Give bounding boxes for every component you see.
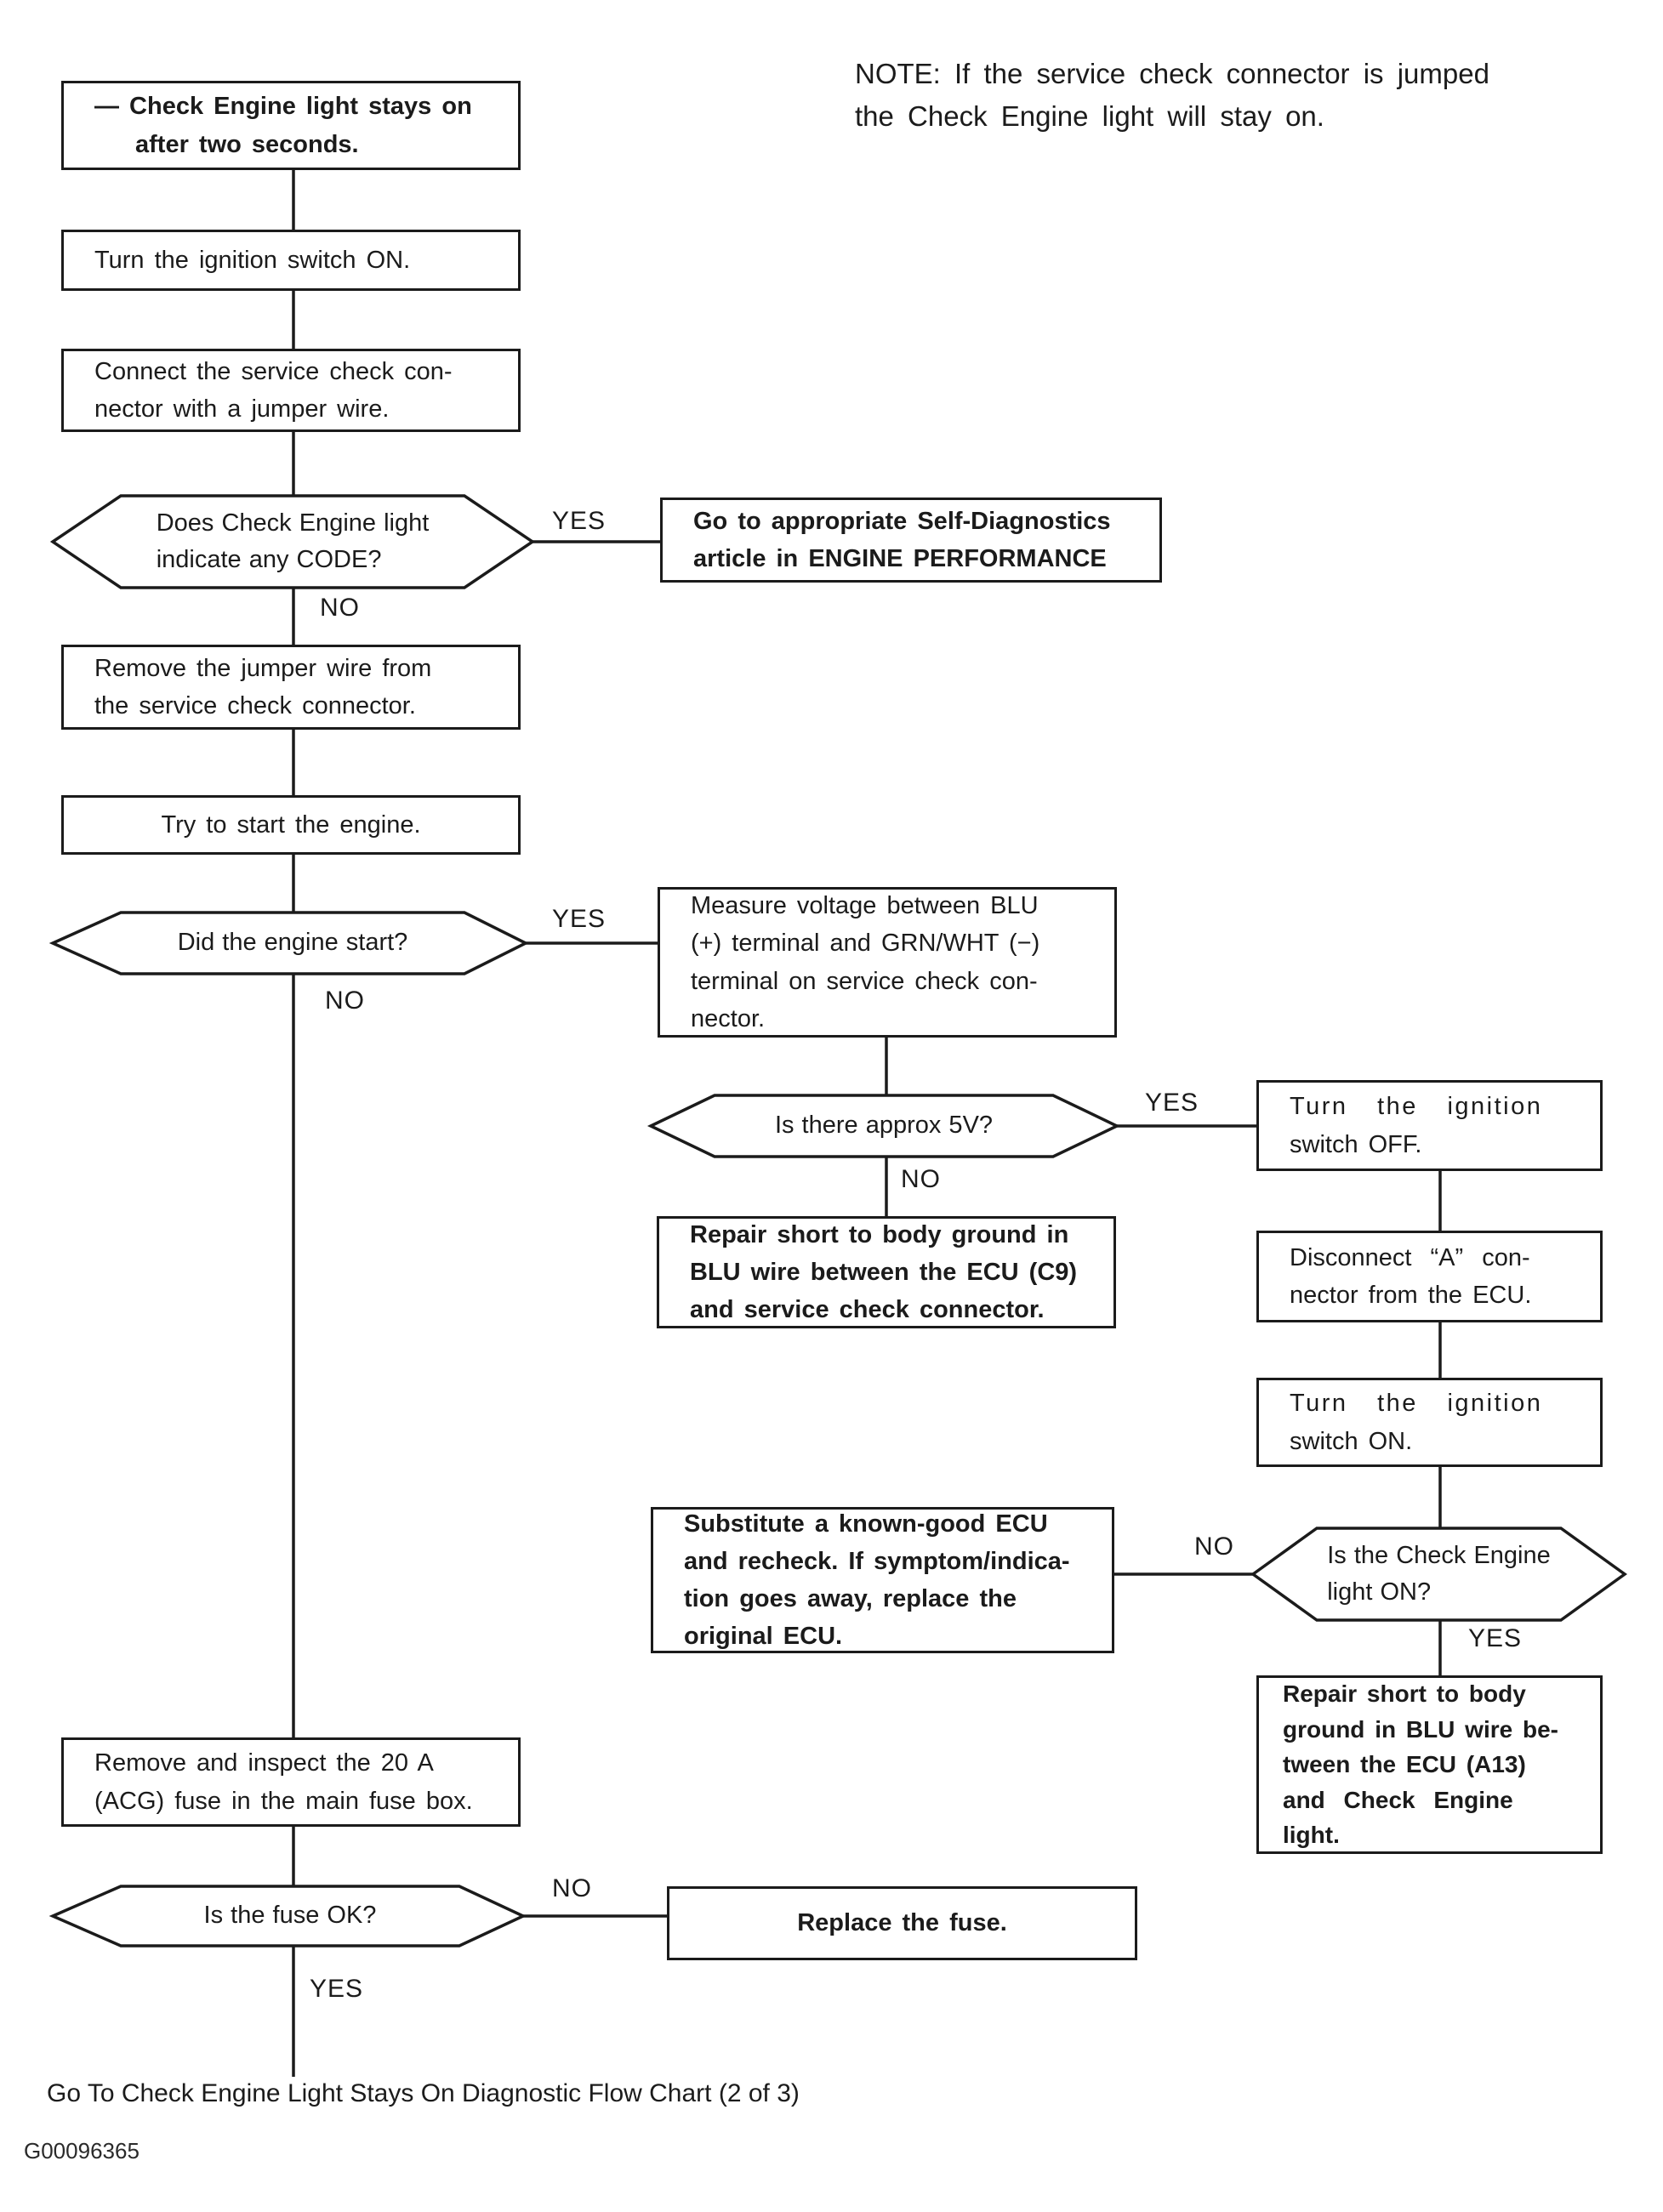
decision-5v: Is there approx 5V?: [774, 1112, 994, 1140]
node-ignition-on: Turn the ignition switch ON.: [61, 230, 521, 291]
label-yes-code: YES: [549, 507, 609, 536]
label-yes-fuse: YES: [306, 1975, 367, 2004]
label-no-5v: NO: [897, 1165, 944, 1194]
label-no-light-on: NO: [1191, 1532, 1238, 1561]
node-substitute-ecu: Substitute a known-good ECU and recheck. If symptom/indica- tion goes away, replace the original ECU.: [651, 1507, 1114, 1653]
note-line: NOTE: If the service check connector is jumped: [855, 58, 1489, 89]
node-repair-short-c9: Repair short to body ground in BLU wire between the ECU (C9) and service check connector.: [657, 1216, 1116, 1328]
figure-code: G00096365: [24, 2138, 140, 2164]
note-text: [855, 53, 1620, 137]
decision-engine-start: Did the engine start?: [177, 929, 408, 957]
label-no-code: NO: [316, 594, 363, 623]
node-connect-jumper: Connect the service check con- nector with a jumper wire.: [61, 349, 521, 432]
label-yes-light-on: YES: [1465, 1624, 1525, 1653]
node-measure-voltage: Measure voltage between BLU (+) terminal and GRN/WHT (−) terminal on service check con- nector.: [658, 887, 1117, 1038]
node-try-start: Try to start the engine.: [61, 795, 521, 855]
node-replace-fuse: Replace the fuse.: [667, 1886, 1137, 1960]
node-disconnect-a: Disconnect “A” con- nector from the ECU.: [1256, 1231, 1603, 1322]
flowchart-caption: Go To Check Engine Light Stays On Diagnostic Flow Chart (2 of 3): [47, 2079, 800, 2107]
node-ignition-off: Turn the ignition switch OFF.: [1256, 1080, 1603, 1171]
decision-light-on: Is the Check Engine light ON?: [1327, 1541, 1551, 1606]
node-repair-short-a13: Repair short to body ground in BLU wire be- tween the ECU (A13) and Check Engine light.: [1256, 1675, 1603, 1854]
label-no-fuse: NO: [549, 1874, 595, 1903]
label-yes-engine: YES: [549, 905, 609, 934]
node-ignition-on-2: Turn the ignition switch ON.: [1256, 1378, 1603, 1467]
note-line: the Check Engine light will stay on.: [855, 100, 1324, 132]
node-remove-jumper: Remove the jumper wire from the service check connector.: [61, 645, 521, 730]
label-yes-5v: YES: [1142, 1089, 1202, 1117]
decision-fuse-ok: Is the fuse OK?: [203, 1902, 377, 1930]
node-inspect-fuse: Remove and inspect the 20 A (ACG) fuse in the main fuse box.: [61, 1737, 521, 1827]
node-goto-self-diagnostics: Go to appropriate Self-Diagnostics article in ENGINE PERFORMANCE: [660, 498, 1162, 583]
decision-code-question: Does Check Engine light indicate any CODE?: [156, 509, 430, 573]
label-no-engine: NO: [322, 987, 368, 1015]
node-symptom: — Check Engine light stays on after two seconds.: [61, 81, 521, 170]
